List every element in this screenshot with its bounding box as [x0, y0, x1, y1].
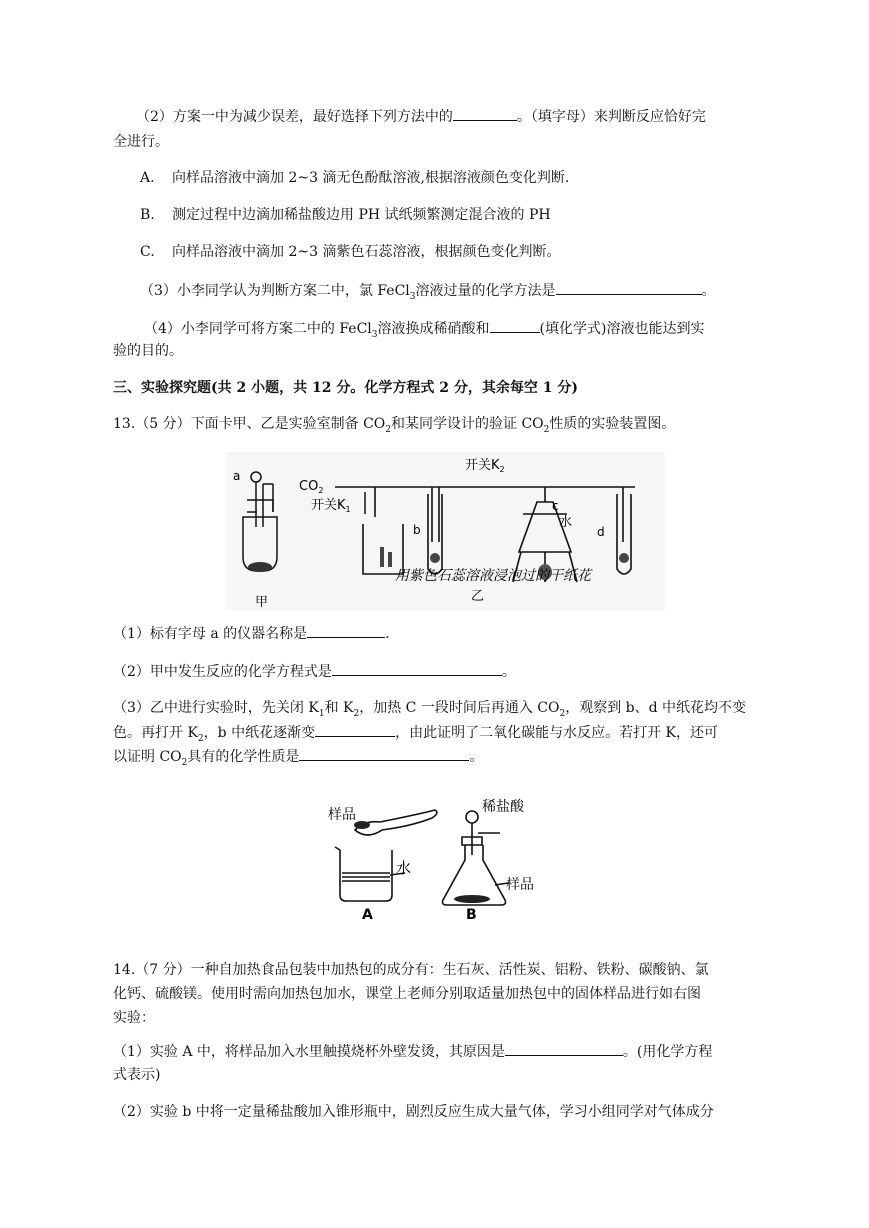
q12-option-b: B. 测定过程中边滴加稀盐酸边用 PH 试纸频繁测定混合液的 PH — [140, 207, 551, 223]
q12-part4-line1: （4）小李同学可将方案二中的 FeCl$_3$溶液换成稀硝酸和 (填化学式)溶液也能达到实 — [144, 318, 756, 339]
label-co2: $CO_2$ — [299, 479, 324, 495]
q12-part2-line2: 全进行。 — [113, 134, 169, 150]
label-water-a: 水 — [396, 859, 412, 877]
q12-option-a: A. 向样品溶液中滴加 2~3 滴无色酚酞溶液,根据溶液颜色变化判断. — [140, 170, 570, 186]
q14-part1-line1: （1）实验 A 中，将样品加入水里触摸烧杯外壁发烫，其原因是 。(用化学方程 — [113, 1041, 756, 1062]
label-yi: 乙 — [471, 589, 485, 604]
q13-part3-line2: 色。再打开 $K_2$，b 中纸花逐渐变 ，由此证明了二氧化碳能与水反应。若打开 K，还可 — [113, 722, 756, 743]
label-d: d — [597, 525, 605, 539]
figure-caption: 用紫色石蕊溶液浸泡过的干纸花 — [395, 568, 591, 584]
label-c: c — [552, 499, 559, 513]
q13-intro: 13.（5 分）下面卡甲、乙是实验室制备 $CO_2$和某同学设计的验证 $CO_2$性质的实验装置图。 — [113, 416, 676, 435]
label-sample-b: 样品 — [506, 877, 534, 893]
q13-answer-blank-1[interactable] — [307, 623, 385, 638]
label-k1: 开关$K_1$ — [311, 498, 351, 514]
q13-part2: （2）甲中发生反应的化学方程式是 。 — [113, 661, 756, 682]
q12-answer-blank-2[interactable] — [556, 280, 702, 295]
q12-answer-blank-1[interactable] — [453, 106, 517, 121]
label-sample: 样品 — [328, 807, 356, 823]
label-water: 水 — [559, 515, 573, 530]
q14-intro-line3: 实验： — [113, 1010, 155, 1026]
label-A: A — [362, 907, 373, 923]
label-k2: 开关$K_2$ — [465, 458, 505, 474]
label-acid: 稀盐酸 — [482, 799, 524, 815]
label-B: B — [466, 907, 477, 923]
q13-part3-line1: （3）乙中进行实验时，先关闭 $K_1$和 $K_2$，加热 C 一段时间后再通入 $CO_2$，观察到 b、d 中纸花均不变 — [113, 700, 747, 719]
q12-answer-blank-3[interactable] — [490, 318, 540, 333]
q13-answer-blank-3[interactable] — [315, 722, 395, 737]
q12-part2-line1: （2）方案一中为减少误差，最好选择下列方法中的 。（填字母）来判断反应恰好完 — [136, 106, 756, 127]
q13-part3-line3: 以证明 $CO_2$具有的化学性质是 。 — [113, 746, 756, 767]
q14-part2-line1: （2）实验 b 中将一定量稀盐酸加入锥形瓶中，剧烈反应生成大量气体，学习小组同学对气体成分 — [113, 1104, 714, 1120]
label-b: b — [413, 523, 421, 537]
q14-intro-line2: 化钙、硫酸镁。使用时需向加热包加水，课堂上老师分别取适量加热包中的固体样品进行如右图 — [113, 986, 701, 1002]
q14-answer-blank-1[interactable] — [505, 1041, 623, 1056]
section-title: 三、实验探究题(共 2 小题，共 12 分。化学方程式 2 分，其余每空 1 分) — [113, 380, 578, 396]
label-a: a — [233, 469, 241, 483]
q14-intro-line1: 14.（7 分）一种自加热食品包装中加热包的成分有：生石灰、活性炭、铝粉、铁粉、碳酸钠、氯 — [113, 962, 709, 978]
experiment-figure — [320, 795, 550, 925]
q13-answer-blank-4[interactable] — [299, 746, 469, 761]
q12-part3: （3）小李同学认为判断方案二中，氯 FeCl$_3$溶液过量的化学方法是 。 — [140, 280, 756, 301]
q13-answer-blank-2[interactable] — [332, 661, 502, 676]
q12-part4-line2: 验的目的。 — [113, 343, 183, 359]
q14-part1-line2: 式表示) — [113, 1067, 161, 1083]
label-jia: 甲 — [255, 595, 269, 610]
apparatus-figure — [225, 452, 665, 610]
q13-part1: （1）标有字母 a 的仪器名称是 . — [113, 623, 756, 644]
q12-option-c: C. 向样品溶液中滴加 2~3 滴紫色石蕊溶液，根据颜色变化判断。 — [140, 244, 561, 260]
